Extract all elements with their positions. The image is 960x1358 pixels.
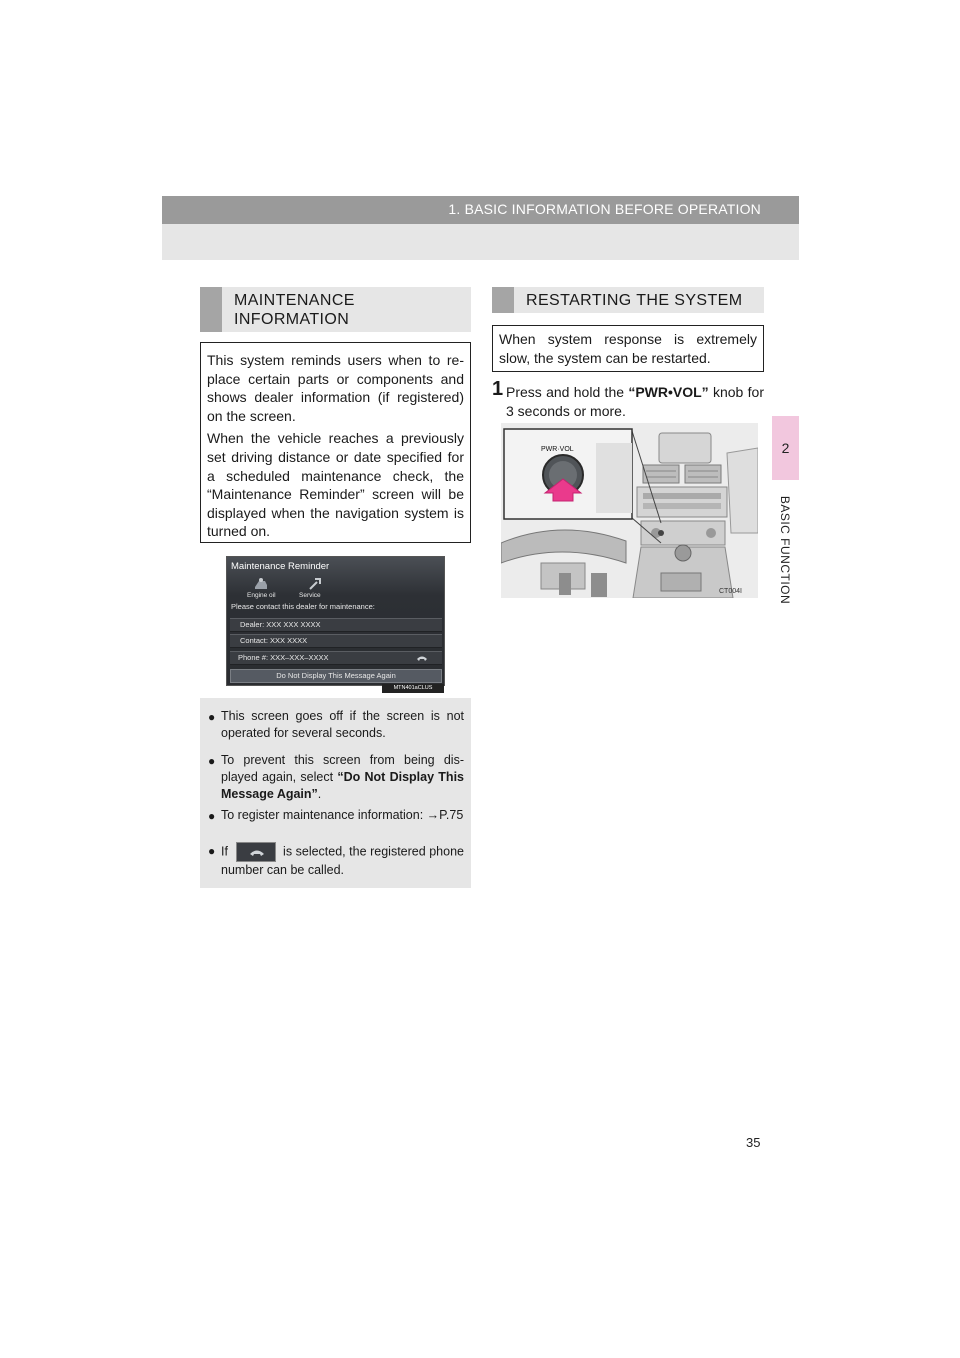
page-reference[interactable]: →P.75	[426, 808, 464, 822]
step-number: 1	[492, 378, 504, 400]
note-item: ● To register maintenance information: →P.75	[208, 808, 464, 823]
chapter-number: 2	[781, 440, 790, 456]
phone-row[interactable]: Phone #: XXX–XXX–XXXX	[230, 651, 442, 665]
note-item: ● This screen goes off if the screen is not operated for several seconds.	[208, 709, 464, 740]
restart-heading	[492, 287, 764, 313]
contact-row: Contact: XXX XXXX	[230, 634, 442, 648]
notes-box	[200, 698, 471, 888]
dealer-row: Dealer: XXX XXX XXXX	[230, 618, 442, 632]
dashboard-illustration	[501, 423, 758, 598]
page-number: 35	[746, 1135, 761, 1150]
screen-title: Maintenance Reminder	[231, 561, 330, 572]
restart-step: 1 Press and hold the “PWR•VOL” knob for 3 seconds or more.	[492, 378, 764, 419]
phone-call-icon[interactable]	[416, 654, 428, 666]
knob-label: PWR·VOL	[541, 446, 574, 453]
maintenance-reminder-screen	[226, 556, 445, 686]
image-code-label: MTN401aCLUS	[382, 684, 444, 693]
phone-button-icon	[236, 842, 276, 862]
illustration-code: CT004I	[719, 588, 742, 595]
do-not-display-button[interactable]: Do Not Display This Message Again	[230, 669, 442, 683]
service-icon	[307, 577, 323, 593]
header-band	[162, 224, 799, 260]
note-item: ● If is selected, the registered phone number can be called.	[208, 844, 464, 877]
bullet-icon: ●	[208, 754, 216, 768]
bullet-icon: ●	[208, 844, 216, 858]
contact-prompt: Please contact this dealer for maintenance:	[231, 602, 375, 611]
maintenance-description	[200, 342, 471, 543]
maintenance-para2: When the vehicle reaches a previously set driving distance or date specified for a scheduled maintenance check, the “Maintenance Reminder” screen will be displayed when the navigation system is turned on.	[207, 430, 464, 540]
header-title: 1. BASIC INFORMATION BEFORE OPERATION	[448, 201, 761, 217]
chapter-label: BASIC FUNCTION	[778, 495, 793, 605]
maintenance-heading	[200, 287, 471, 332]
chapter-label-container	[772, 490, 799, 610]
bullet-icon: ●	[208, 809, 216, 823]
engine-oil-label: Engine oil	[247, 592, 276, 599]
restart-intro: When system response is extremely slow, the system can be restarted.	[492, 325, 764, 372]
maintenance-heading-line1: MAINTENANCE	[234, 292, 355, 309]
header-bar	[162, 196, 799, 224]
chapter-tab	[772, 416, 799, 480]
maintenance-heading-line2: INFORMATION	[234, 311, 350, 328]
maintenance-para1: This system reminds users when to re-place certain parts or components and shows dealer information (if registered) on the screen.	[207, 352, 464, 424]
service-label: Service	[299, 592, 321, 599]
engine-oil-icon	[253, 577, 269, 593]
note-item: ● To prevent this screen from being dis-played again, select “Do Not Display This Message Again”.	[208, 753, 464, 801]
restart-heading-text: RESTARTING THE SYSTEM	[526, 292, 743, 309]
bullet-icon: ●	[208, 710, 216, 724]
